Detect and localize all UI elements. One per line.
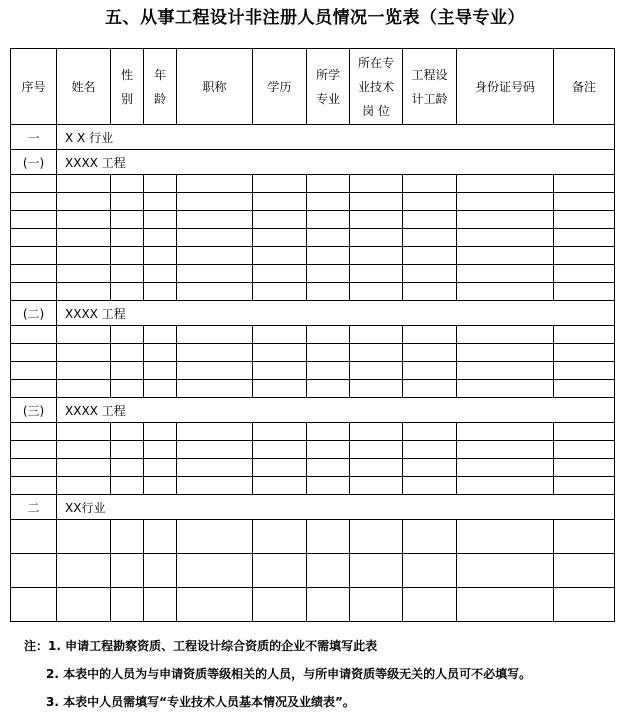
empty-cell xyxy=(57,588,111,622)
empty-cell xyxy=(177,247,253,265)
empty-cell xyxy=(177,362,253,380)
empty-cell xyxy=(111,362,144,380)
empty-cell xyxy=(307,588,350,622)
empty-row xyxy=(11,265,615,283)
empty-cell xyxy=(403,229,457,247)
empty-cell xyxy=(350,229,403,247)
empty-cell xyxy=(307,283,350,301)
empty-cell xyxy=(554,326,615,344)
header-name: 姓名 xyxy=(57,49,111,125)
empty-cell xyxy=(350,588,403,622)
empty-cell xyxy=(177,459,253,477)
empty-cell xyxy=(457,588,554,622)
empty-cell xyxy=(403,247,457,265)
empty-cell xyxy=(457,283,554,301)
header-remark: 备注 xyxy=(554,49,615,125)
empty-cell xyxy=(554,229,615,247)
empty-cell xyxy=(57,326,111,344)
section-row-industry-2 xyxy=(11,495,615,520)
empty-row xyxy=(11,554,615,588)
empty-cell xyxy=(144,588,177,622)
empty-cell xyxy=(177,326,253,344)
empty-cell xyxy=(350,380,403,398)
empty-cell xyxy=(457,229,554,247)
empty-cell xyxy=(144,283,177,301)
empty-cell xyxy=(57,193,111,211)
section-seq: (一) xyxy=(11,150,57,175)
empty-cell xyxy=(144,380,177,398)
empty-cell xyxy=(11,477,57,495)
note-3: 3. 本表中人员需填写“专业技术人员基本情况及业绩表”。 xyxy=(46,695,355,709)
section-seq: 二 xyxy=(11,495,57,520)
empty-cell xyxy=(57,380,111,398)
empty-cell xyxy=(177,380,253,398)
empty-cell xyxy=(253,193,307,211)
empty-cell xyxy=(403,588,457,622)
empty-cell xyxy=(457,344,554,362)
empty-cell xyxy=(307,193,350,211)
empty-row xyxy=(11,477,615,495)
header-years: 工程设 计工龄 xyxy=(403,49,457,125)
empty-cell xyxy=(111,283,144,301)
empty-cell xyxy=(11,588,57,622)
empty-cell xyxy=(457,459,554,477)
empty-cell xyxy=(554,344,615,362)
header-gender: 性 别 xyxy=(111,49,144,125)
section-label: XXXX 工程 xyxy=(57,150,615,175)
empty-cell xyxy=(177,344,253,362)
empty-cell xyxy=(11,554,57,588)
empty-cell xyxy=(403,283,457,301)
empty-cell xyxy=(350,283,403,301)
empty-cell xyxy=(253,441,307,459)
empty-cell xyxy=(457,362,554,380)
empty-cell xyxy=(253,362,307,380)
empty-cell xyxy=(350,554,403,588)
empty-cell xyxy=(307,211,350,229)
empty-cell xyxy=(57,265,111,283)
header-row xyxy=(11,49,615,125)
empty-cell xyxy=(554,175,615,193)
empty-cell xyxy=(307,520,350,554)
empty-cell xyxy=(253,211,307,229)
empty-row xyxy=(11,441,615,459)
empty-row xyxy=(11,283,615,301)
empty-cell xyxy=(253,175,307,193)
empty-cell xyxy=(350,423,403,441)
empty-cell xyxy=(111,229,144,247)
empty-cell xyxy=(457,175,554,193)
empty-cell xyxy=(57,211,111,229)
empty-cell xyxy=(11,362,57,380)
empty-cell xyxy=(457,477,554,495)
empty-cell xyxy=(57,520,111,554)
empty-cell xyxy=(307,459,350,477)
empty-cell xyxy=(307,247,350,265)
empty-cell xyxy=(144,265,177,283)
empty-cell xyxy=(111,265,144,283)
empty-cell xyxy=(144,344,177,362)
empty-cell xyxy=(111,193,144,211)
note-2: 2. 本表中的人员为与申请资质等级相关的人员，与所申请资质等级无关的人员可不必填写。 xyxy=(46,667,532,681)
empty-cell xyxy=(554,362,615,380)
empty-row xyxy=(11,247,615,265)
empty-cell xyxy=(111,344,144,362)
header-seq: 序号 xyxy=(11,49,57,125)
notes-prefix: 注： xyxy=(24,639,49,653)
empty-cell xyxy=(554,441,615,459)
empty-cell xyxy=(144,459,177,477)
empty-cell xyxy=(403,362,457,380)
empty-cell xyxy=(11,520,57,554)
empty-row xyxy=(11,380,615,398)
empty-cell xyxy=(350,441,403,459)
empty-cell xyxy=(253,520,307,554)
empty-cell xyxy=(403,193,457,211)
empty-cell xyxy=(57,459,111,477)
empty-cell xyxy=(350,247,403,265)
empty-cell xyxy=(177,520,253,554)
empty-cell xyxy=(403,477,457,495)
empty-cell xyxy=(403,175,457,193)
empty-row xyxy=(11,175,615,193)
empty-cell xyxy=(554,193,615,211)
empty-cell xyxy=(11,283,57,301)
empty-cell xyxy=(457,520,554,554)
empty-cell xyxy=(11,344,57,362)
empty-cell xyxy=(457,193,554,211)
empty-cell xyxy=(457,265,554,283)
empty-cell xyxy=(554,459,615,477)
empty-cell xyxy=(350,362,403,380)
empty-cell xyxy=(11,441,57,459)
empty-cell xyxy=(403,326,457,344)
empty-cell xyxy=(350,344,403,362)
empty-cell xyxy=(307,441,350,459)
empty-cell xyxy=(403,520,457,554)
empty-cell xyxy=(554,588,615,622)
empty-cell xyxy=(554,211,615,229)
empty-cell xyxy=(350,459,403,477)
empty-cell xyxy=(350,265,403,283)
empty-cell xyxy=(111,211,144,229)
empty-cell xyxy=(111,554,144,588)
empty-cell xyxy=(457,380,554,398)
empty-cell xyxy=(350,520,403,554)
empty-cell xyxy=(253,554,307,588)
empty-cell xyxy=(403,344,457,362)
empty-cell xyxy=(144,247,177,265)
page-title: 五、从事工程设计非注册人员情况一览表（主导专业） xyxy=(105,8,525,28)
empty-cell xyxy=(554,247,615,265)
empty-cell xyxy=(57,423,111,441)
empty-cell xyxy=(111,326,144,344)
empty-cell xyxy=(111,247,144,265)
empty-cell xyxy=(554,520,615,554)
empty-cell xyxy=(111,423,144,441)
header-title: 职称 xyxy=(177,49,253,125)
empty-cell xyxy=(57,229,111,247)
empty-row xyxy=(11,588,615,622)
empty-cell xyxy=(177,441,253,459)
empty-cell xyxy=(111,588,144,622)
empty-cell xyxy=(144,477,177,495)
empty-cell xyxy=(554,554,615,588)
note-1: 1. 申请工程勘察资质、工程设计综合资质的企业不需填写此表 xyxy=(48,639,378,653)
section-label: XXXX 工程 xyxy=(57,398,615,423)
section-label: X X 行业 xyxy=(57,125,615,150)
section-row-project-1 xyxy=(11,150,615,175)
empty-cell xyxy=(57,344,111,362)
empty-cell xyxy=(111,477,144,495)
empty-cell xyxy=(11,326,57,344)
empty-cell xyxy=(177,477,253,495)
empty-cell xyxy=(11,229,57,247)
empty-cell xyxy=(11,265,57,283)
empty-cell xyxy=(350,326,403,344)
empty-cell xyxy=(253,265,307,283)
empty-cell xyxy=(11,193,57,211)
empty-cell xyxy=(457,423,554,441)
empty-cell xyxy=(457,211,554,229)
empty-cell xyxy=(177,423,253,441)
section-seq: (二) xyxy=(11,301,57,326)
empty-cell xyxy=(144,211,177,229)
empty-row xyxy=(11,362,615,380)
empty-cell xyxy=(307,229,350,247)
empty-cell xyxy=(253,326,307,344)
empty-cell xyxy=(57,175,111,193)
empty-cell xyxy=(177,175,253,193)
header-major: 所学 专业 xyxy=(307,49,350,125)
empty-row xyxy=(11,344,615,362)
header-education: 学历 xyxy=(253,49,307,125)
empty-cell xyxy=(554,423,615,441)
empty-cell xyxy=(144,175,177,193)
empty-cell xyxy=(111,441,144,459)
empty-cell xyxy=(144,441,177,459)
empty-cell xyxy=(253,229,307,247)
empty-cell xyxy=(11,211,57,229)
empty-cell xyxy=(307,554,350,588)
section-row-project-2 xyxy=(11,301,615,326)
empty-cell xyxy=(11,175,57,193)
header-position: 所在专 业技术 岗 位 xyxy=(350,49,403,125)
empty-cell xyxy=(253,380,307,398)
empty-cell xyxy=(253,247,307,265)
empty-cell xyxy=(144,362,177,380)
empty-row xyxy=(11,423,615,441)
empty-cell xyxy=(177,211,253,229)
empty-cell xyxy=(457,326,554,344)
empty-cell xyxy=(457,247,554,265)
empty-cell xyxy=(253,459,307,477)
empty-cell xyxy=(554,265,615,283)
empty-cell xyxy=(457,554,554,588)
empty-cell xyxy=(144,193,177,211)
empty-row xyxy=(11,211,615,229)
empty-cell xyxy=(177,265,253,283)
empty-cell xyxy=(57,283,111,301)
empty-cell xyxy=(350,193,403,211)
empty-row xyxy=(11,520,615,554)
section-row-industry-1 xyxy=(11,125,615,150)
section-label: XX行业 xyxy=(57,495,615,520)
empty-cell xyxy=(554,380,615,398)
empty-cell xyxy=(307,380,350,398)
empty-cell xyxy=(253,477,307,495)
empty-cell xyxy=(457,441,554,459)
empty-cell xyxy=(144,326,177,344)
empty-cell xyxy=(57,362,111,380)
empty-cell xyxy=(11,247,57,265)
empty-cell xyxy=(177,229,253,247)
empty-cell xyxy=(307,423,350,441)
empty-cell xyxy=(403,459,457,477)
empty-cell xyxy=(177,283,253,301)
section-label: XXXX 工程 xyxy=(57,301,615,326)
empty-cell xyxy=(253,423,307,441)
empty-cell xyxy=(144,520,177,554)
header-id-number: 身份证号码 xyxy=(457,49,554,125)
personnel-table xyxy=(10,48,615,622)
empty-cell xyxy=(307,175,350,193)
empty-cell xyxy=(111,380,144,398)
empty-cell xyxy=(11,380,57,398)
empty-cell xyxy=(350,211,403,229)
empty-cell xyxy=(307,326,350,344)
empty-cell xyxy=(554,477,615,495)
empty-cell xyxy=(11,423,57,441)
empty-cell xyxy=(111,175,144,193)
empty-cell xyxy=(403,211,457,229)
empty-cell xyxy=(144,229,177,247)
empty-cell xyxy=(403,265,457,283)
empty-row xyxy=(11,229,615,247)
empty-cell xyxy=(253,283,307,301)
notes xyxy=(24,632,531,716)
header-age: 年 龄 xyxy=(144,49,177,125)
section-row-project-3 xyxy=(11,398,615,423)
empty-cell xyxy=(350,477,403,495)
empty-row xyxy=(11,459,615,477)
section-seq: 一 xyxy=(11,125,57,150)
empty-cell xyxy=(57,477,111,495)
empty-cell xyxy=(403,441,457,459)
empty-cell xyxy=(57,441,111,459)
empty-cell xyxy=(403,554,457,588)
empty-cell xyxy=(177,588,253,622)
empty-cell xyxy=(177,554,253,588)
empty-cell xyxy=(144,554,177,588)
empty-cell xyxy=(253,344,307,362)
section-seq: (三) xyxy=(11,398,57,423)
empty-cell xyxy=(403,380,457,398)
empty-cell xyxy=(144,423,177,441)
empty-cell xyxy=(11,459,57,477)
empty-cell xyxy=(350,175,403,193)
empty-cell xyxy=(253,588,307,622)
empty-cell xyxy=(554,283,615,301)
empty-cell xyxy=(57,554,111,588)
empty-row xyxy=(11,193,615,211)
empty-cell xyxy=(177,193,253,211)
empty-cell xyxy=(403,423,457,441)
empty-cell xyxy=(307,477,350,495)
empty-cell xyxy=(307,265,350,283)
empty-cell xyxy=(307,362,350,380)
empty-cell xyxy=(307,344,350,362)
empty-cell xyxy=(111,520,144,554)
empty-row xyxy=(11,326,615,344)
empty-cell xyxy=(111,459,144,477)
empty-cell xyxy=(57,247,111,265)
